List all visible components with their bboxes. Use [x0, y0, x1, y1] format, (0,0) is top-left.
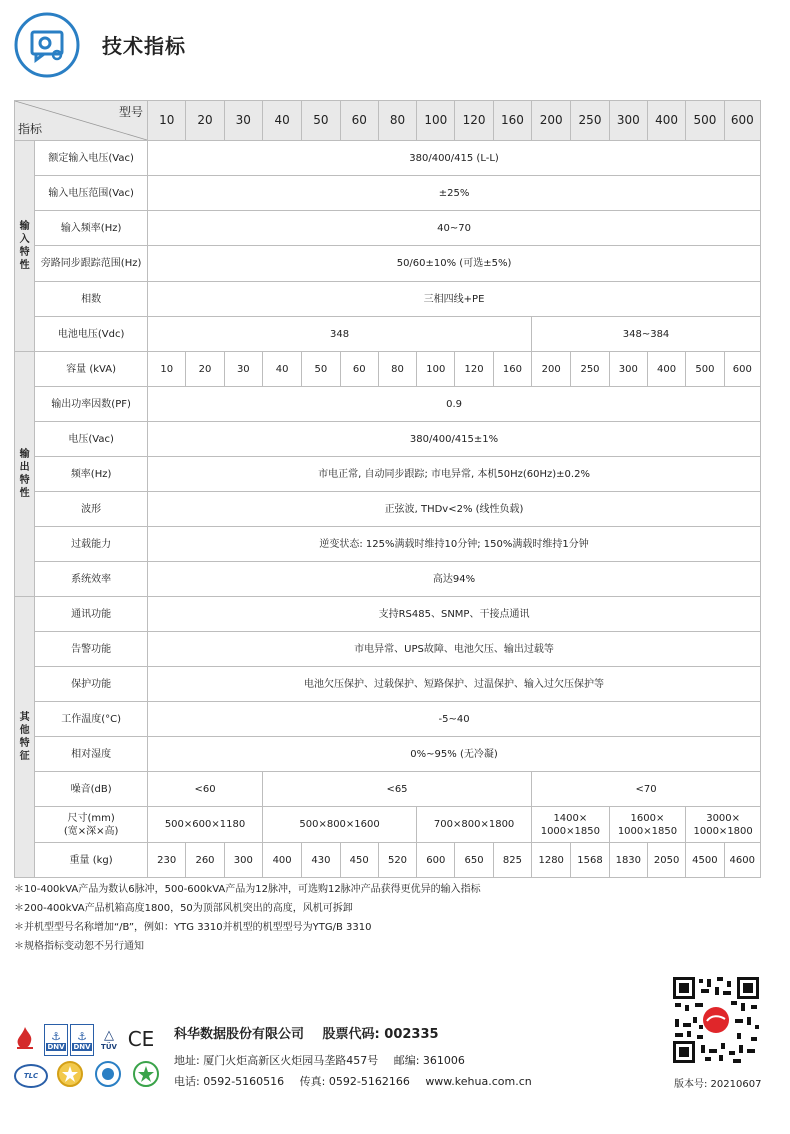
- address: 地址: 厦门火炬高新区火炬园马垄路457号: [174, 1054, 379, 1067]
- table-row: [15, 843, 761, 878]
- row-value: 348: [148, 317, 532, 352]
- weight-cell: 1568: [571, 843, 609, 878]
- qr-code-icon[interactable]: [671, 975, 761, 1065]
- group-output-label: 输出特性: [15, 352, 35, 597]
- model-cell: 80: [378, 101, 416, 141]
- row-label: 噪音(dB): [35, 772, 148, 807]
- row-value: 电池欠压保护、过载保护、短路保护、过温保护、输入过欠压保护等: [148, 667, 761, 702]
- weight-cell: 230: [148, 843, 186, 878]
- table-row: [15, 422, 761, 457]
- table-row: [15, 457, 761, 492]
- table-row: [15, 527, 761, 562]
- footnotes: [14, 880, 481, 956]
- row-label: 电压(Vac): [35, 422, 148, 457]
- model-cell: 60: [340, 101, 378, 141]
- spec-table: [14, 100, 761, 878]
- row-label: 输入频率(Hz): [35, 211, 148, 246]
- capacity-cell: 100: [417, 352, 455, 387]
- weight-cell: 825: [493, 843, 531, 878]
- row-label: 相对湿度: [35, 737, 148, 772]
- row-label: 输入电压范围(Vac): [35, 176, 148, 211]
- row-value: <65: [262, 772, 531, 807]
- tech-spec-gear-icon: [14, 12, 80, 78]
- table-row: [15, 211, 761, 246]
- weight-cell: 1280: [532, 843, 571, 878]
- ce-logo-icon: CE: [127, 1027, 155, 1051]
- table-row: [15, 141, 761, 176]
- row-value: <70: [532, 772, 761, 807]
- model-cell: 30: [224, 101, 262, 141]
- certification-logos: [14, 1022, 164, 1092]
- weight-cell: 300: [224, 843, 262, 878]
- row-value: 1600× 1000×1850: [609, 807, 686, 843]
- contact-line: [174, 1073, 544, 1089]
- row-value: <60: [148, 772, 263, 807]
- version-number: 版本号: 20210607: [674, 1079, 762, 1090]
- corner-model-label: 型号: [119, 105, 144, 119]
- weight-cell: 450: [340, 843, 378, 878]
- tuv-logo-icon: △ TÜV: [101, 1027, 117, 1051]
- footnote: ＊200-400kVA产品机箱高度1800，50为顶部风机突出的高度，风机可拆卸: [14, 903, 353, 914]
- model-cell: 40: [262, 101, 301, 141]
- corner-cell: [15, 101, 148, 141]
- model-cell: 600: [724, 101, 760, 141]
- flame-logo-icon: [14, 1026, 36, 1052]
- footnote: ＊规格指标变动恕不另行通知: [14, 941, 144, 952]
- group-input-label: 输入特性: [15, 141, 35, 352]
- weight-cell: 4600: [724, 843, 760, 878]
- table-row: [15, 737, 761, 772]
- row-value: 50/60±10% (可选±5%): [148, 246, 761, 282]
- model-cell: 400: [647, 101, 685, 141]
- company-line: [174, 1023, 439, 1042]
- tlc-logo-icon: TLC: [14, 1064, 48, 1088]
- capacity-cell: 400: [647, 352, 685, 387]
- row-label: 保护功能: [35, 667, 148, 702]
- table-row: [15, 352, 761, 387]
- row-value: 348~384: [532, 317, 761, 352]
- row-value: 高达94%: [148, 562, 761, 597]
- row-value: 市电异常、UPS故障、电池欠压、输出过载等: [148, 632, 761, 667]
- address-line: [174, 1052, 477, 1068]
- dnv-logo-icon: ⚓ DNV: [70, 1024, 94, 1056]
- row-label: 波形: [35, 492, 148, 527]
- row-value: 三相四线+PE: [148, 282, 761, 317]
- row-value: 逆变状态: 125%满载时维持10分钟; 150%满载时维持1分钟: [148, 527, 761, 562]
- model-cell: 160: [493, 101, 531, 141]
- row-value: 0%~95% (无冷凝): [148, 737, 761, 772]
- capacity-cell: 20: [186, 352, 224, 387]
- row-label: 重量 (kg): [35, 843, 148, 878]
- table-row: [15, 597, 761, 632]
- model-cell: 10: [148, 101, 186, 141]
- row-value: 正弦波, THDv<2% (线性负载): [148, 492, 761, 527]
- row-value: 380/400/415±1%: [148, 422, 761, 457]
- row-label: 系统效率: [35, 562, 148, 597]
- row-value: 700×800×1800: [417, 807, 532, 843]
- weight-cell: 520: [378, 843, 416, 878]
- model-cell: 120: [455, 101, 493, 141]
- capacity-cell: 80: [378, 352, 416, 387]
- row-value: 380/400/415 (L-L): [148, 141, 761, 176]
- model-cell: 500: [686, 101, 724, 141]
- capacity-cell: 50: [302, 352, 340, 387]
- award-badge-icon: [56, 1060, 84, 1088]
- model-cell: 100: [417, 101, 455, 141]
- cert-seal-icon: [94, 1060, 122, 1088]
- footnote: ＊10-400kVA产品为数认6脉冲，500-600kVA产品为12脉冲，可选购12脉冲产品获得更优异的输入指标: [14, 884, 481, 895]
- row-value: 1400× 1000×1850: [532, 807, 610, 843]
- capacity-cell: 120: [455, 352, 493, 387]
- phone: 电话: 0592-5160516: [174, 1075, 285, 1088]
- weight-cell: 400: [262, 843, 301, 878]
- table-row: [15, 176, 761, 211]
- capacity-cell: 250: [571, 352, 609, 387]
- fax: 传真: 0592-5162166: [299, 1075, 410, 1088]
- table-row: [15, 562, 761, 597]
- capacity-cell: 160: [493, 352, 531, 387]
- table-row: [15, 702, 761, 737]
- row-value: 3000× 1000×1800: [686, 807, 761, 843]
- capacity-cell: 200: [532, 352, 571, 387]
- weight-cell: 430: [302, 843, 340, 878]
- row-label: 尺寸(mm) (宽×深×高): [35, 807, 148, 843]
- capacity-cell: 300: [609, 352, 647, 387]
- table-row: [15, 772, 761, 807]
- table-row: [15, 667, 761, 702]
- postcode: 邮编: 361006: [393, 1054, 465, 1067]
- row-label: 容量 (kVA): [35, 352, 148, 387]
- model-cell: 20: [186, 101, 224, 141]
- model-header-row: [15, 101, 761, 141]
- row-label: 通讯功能: [35, 597, 148, 632]
- row-label: 旁路同步跟踪范围(Hz): [35, 246, 148, 282]
- row-value: -5~40: [148, 702, 761, 737]
- weight-cell: 600: [417, 843, 455, 878]
- weight-cell: 4500: [686, 843, 724, 878]
- row-label: 额定输入电压(Vac): [35, 141, 148, 176]
- capacity-cell: 60: [340, 352, 378, 387]
- weight-cell: 650: [455, 843, 493, 878]
- row-label: 电池电压(Vdc): [35, 317, 148, 352]
- model-cell: 250: [571, 101, 609, 141]
- table-row: [15, 317, 761, 352]
- row-label: 过载能力: [35, 527, 148, 562]
- capacity-cell: 600: [724, 352, 760, 387]
- row-label: 工作温度(°C): [35, 702, 148, 737]
- table-row: [15, 246, 761, 282]
- row-value: 500×800×1600: [262, 807, 416, 843]
- row-value: 0.9: [148, 387, 761, 422]
- capacity-cell: 30: [224, 352, 262, 387]
- row-value: 40~70: [148, 211, 761, 246]
- corner-index-label: 指标: [18, 122, 43, 136]
- table-row: [15, 387, 761, 422]
- stock-code: 股票代码: 002335: [322, 1027, 439, 1042]
- row-value: 市电正常, 自动同步跟踪; 市电异常, 本机50Hz(60Hz)±0.2%: [148, 457, 761, 492]
- model-cell: 50: [302, 101, 340, 141]
- row-value: 支持RS485、SNMP、干接点通讯: [148, 597, 761, 632]
- table-row: [15, 807, 761, 843]
- table-row: [15, 492, 761, 527]
- table-row: [15, 632, 761, 667]
- weight-cell: 2050: [647, 843, 685, 878]
- company-name: 科华数据股份有限公司: [174, 1027, 305, 1042]
- dnv-logo-icon: ⚓ DNV: [44, 1024, 68, 1056]
- row-label: 频率(Hz): [35, 457, 148, 492]
- green-cert-icon: [132, 1060, 160, 1088]
- row-label: 相数: [35, 282, 148, 317]
- row-label: 输出功率因数(PF): [35, 387, 148, 422]
- table-row: [15, 282, 761, 317]
- website-link[interactable]: www.kehua.com.cn: [425, 1075, 532, 1088]
- weight-cell: 1830: [609, 843, 647, 878]
- capacity-cell: 500: [686, 352, 724, 387]
- model-cell: 200: [532, 101, 571, 141]
- model-cell: 300: [609, 101, 647, 141]
- weight-cell: 260: [186, 843, 224, 878]
- row-value: ±25%: [148, 176, 761, 211]
- footnote: ＊并机型型号名称增加“/B”，例如：YTG 3310并机型的机型型号为YTG/B 3310: [14, 922, 372, 933]
- capacity-cell: 40: [262, 352, 301, 387]
- page-title: 技术指标: [102, 34, 186, 58]
- row-label: 告警功能: [35, 632, 148, 667]
- group-other-label: 其他特征: [15, 597, 35, 878]
- row-value: 500×600×1180: [148, 807, 263, 843]
- capacity-cell: 10: [148, 352, 186, 387]
